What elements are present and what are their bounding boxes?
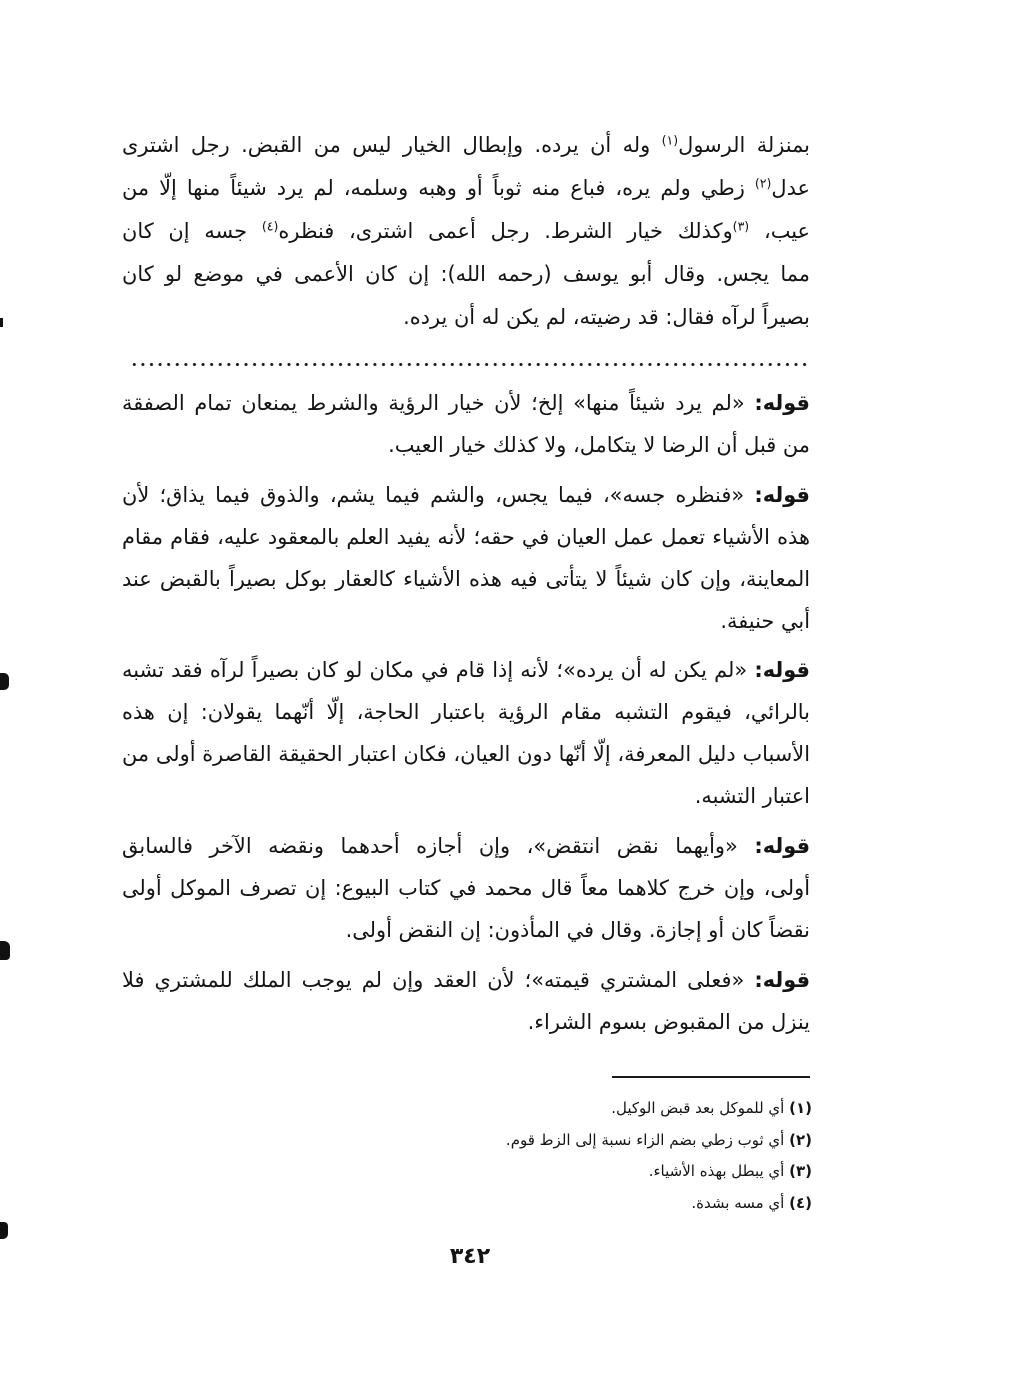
scan-speck xyxy=(0,1222,8,1239)
commentary-line xyxy=(122,733,810,775)
text-segment: «وأيهما نقض انتقض»، وإن أجازه أحدهما ونقضه الآخر فالسابق xyxy=(122,834,738,858)
scan-speck xyxy=(0,673,9,690)
commentary-paragraph-3 xyxy=(122,649,810,817)
scan-speck xyxy=(0,941,10,960)
text-segment: الأسباب دليل المعرفة، إلّا أنّها دون العيان، فكان اعتبار الحقيقة القاصرة أولى من xyxy=(122,742,810,766)
main-text xyxy=(122,124,810,339)
commentary-label: قوله: xyxy=(754,968,810,992)
text-segment: أولى، وإن خرج كلاهما معاً قال محمد في كتاب البيوع: إن تصرف الموكل أولى xyxy=(122,876,810,900)
footnote-number: (٤) xyxy=(789,1193,812,1212)
commentary-paragraph-1 xyxy=(122,382,810,466)
commentary-line xyxy=(122,959,810,1001)
commentary-line xyxy=(122,382,810,424)
footnote xyxy=(400,1188,812,1220)
commentary-line xyxy=(122,775,810,817)
commentary-line xyxy=(122,516,810,558)
commentary-line xyxy=(122,909,810,951)
footnote-number: (٣) xyxy=(789,1162,812,1180)
footnotes xyxy=(400,1093,812,1219)
commentary-line xyxy=(122,600,810,642)
footnote-marker: (٢) xyxy=(754,175,772,191)
text-segment: نقضاً كان أو إجازة. وقال في المأذون: إن النقض أولى. xyxy=(345,918,810,942)
commentary-line xyxy=(122,649,810,691)
commentary-line xyxy=(122,558,810,600)
commentary-paragraph-5 xyxy=(122,959,810,1043)
commentary-line xyxy=(122,1001,810,1043)
commentary-label: قوله: xyxy=(754,391,810,415)
text-segment: جسه إن كان xyxy=(122,219,248,243)
text-segment: من قبل أن الرضا لا يتكامل، ولا كذلك خيار العيب. xyxy=(388,433,810,457)
footnote-marker: (٤) xyxy=(261,218,279,234)
text-segment: ينزل من المقبوض بسوم الشراء. xyxy=(527,1010,810,1034)
footnote xyxy=(400,1125,812,1157)
text-segment: «لم يكن له أن يرده»؛ لأنه إذا قام في مكان لو كان بصيراً لرآه فقد تشبه xyxy=(122,658,748,682)
text-segment: وكذلك خيار الشرط. رجل أعمى اشترى، فنظره xyxy=(278,219,733,243)
commentary-line xyxy=(122,424,810,466)
text-segment: بصيراً لرآه فقال: قد رضيته، لم يكن له أن يرده. xyxy=(403,305,810,329)
dotted-separator xyxy=(130,362,810,367)
scan-speck xyxy=(0,318,3,327)
text-segment: بالرائي، فيقوم التشبه مقام الرؤية باعتبار الحاجة، إلّا أنّهما يقولان: إن هذه xyxy=(122,700,810,724)
main-text-line-2 xyxy=(122,167,810,210)
main-text-line-3 xyxy=(122,210,810,253)
commentary-label: قوله: xyxy=(754,834,810,858)
footnote-marker: (١) xyxy=(661,132,679,148)
text-segment: بمنزلة الرسول xyxy=(678,133,810,157)
footnote-number: (٢) xyxy=(789,1130,812,1149)
commentary-paragraph-4 xyxy=(122,825,810,951)
footnote-rule xyxy=(612,1076,810,1078)
footnote-text: أي يبطل بهذه الأشياء. xyxy=(648,1162,785,1180)
page-number: ٣٤٢ xyxy=(449,1244,491,1269)
footnote xyxy=(400,1093,812,1125)
commentary-label: قوله: xyxy=(754,658,810,682)
text-segment: «فعلى المشتري قيمته»؛ لأن العقد وإن لم يوجب الملك للمشتري فلا xyxy=(122,968,745,992)
footnote-text: أي ثوب زطي بضم الزاء نسبة إلى الزط قوم. xyxy=(505,1130,785,1149)
commentary-paragraph-2 xyxy=(122,474,810,642)
text-segment: «فنظره جسه»، فيما يجس، والشم فيما يشم، والذوق فيما يذاق؛ لأن xyxy=(122,483,745,507)
commentary-label: قوله: xyxy=(754,483,810,507)
footnote-text: أي للموكل بعد قبض الوكيل. xyxy=(611,1099,785,1117)
text-segment: زطي ولم يره، فباع منه ثوباً أو وهبه وسلمه، لم يرد شيئاً منها إلّا من xyxy=(122,176,745,200)
text-segment: مما يجس. وقال أبو يوسف (رحمه الله): إن كان الأعمى في موضع لو كان xyxy=(122,262,810,286)
main-text-line-4 xyxy=(122,253,810,296)
main-text-line-5 xyxy=(122,296,810,339)
text-segment: هذه الأشياء تعمل عمل العيان في حقه؛ لأنه يفيد العلم بالمعقود عليه، فقام مقام xyxy=(122,525,810,549)
footnote-marker: (٣) xyxy=(732,218,750,234)
commentary-line xyxy=(122,691,810,733)
footnote xyxy=(400,1156,812,1188)
footnote-text: أي مسه بشدة. xyxy=(691,1193,785,1212)
text-segment: «لم يرد شيئاً منها» إلخ؛ لأن خيار الرؤية والشرط يمنعان تمام الصفقة xyxy=(122,391,745,415)
commentary-line xyxy=(122,474,810,516)
main-text-line-1 xyxy=(122,124,810,167)
text-segment: وله أن يرده. وإبطال الخيار ليس من القبض. رجل اشترى xyxy=(122,133,651,157)
text-segment: عيب، xyxy=(763,219,810,243)
commentary-line xyxy=(122,867,810,909)
text-segment: عدل xyxy=(771,176,810,200)
text-segment: أبي حنيفة. xyxy=(720,609,810,633)
text-segment: اعتبار التشبه. xyxy=(694,784,810,808)
footnote-number: (١) xyxy=(789,1099,812,1117)
commentary-line xyxy=(122,825,810,867)
text-segment: المعاينة، وإن كان شيئاً لا يتأتى فيه هذه الأشياء كالعقار بوكل بصيراً بالقبض عند xyxy=(122,567,810,591)
